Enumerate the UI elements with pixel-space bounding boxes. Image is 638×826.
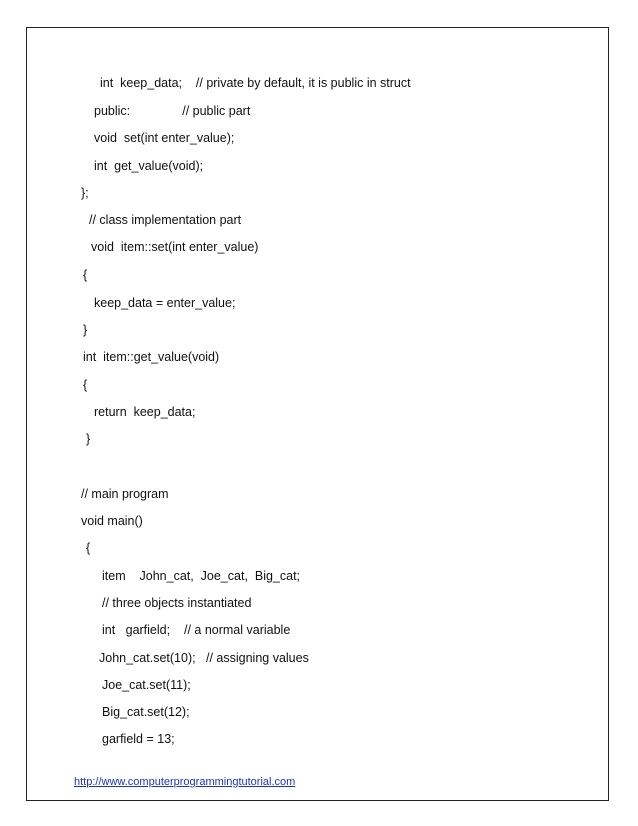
code-line: int garfield; // a normal variable (102, 623, 291, 637)
code-line: void main() (81, 514, 143, 528)
code-line: // class implementation part (89, 213, 242, 227)
code-line: garfield = 13; (102, 732, 175, 746)
code-line: void item::set(int enter_value) (91, 240, 259, 254)
code-line: } (83, 323, 88, 337)
code-line: int get_value(void); (94, 159, 204, 173)
footer-website-link[interactable]: http://www.computerprogrammingtutorial.com (74, 776, 296, 788)
code-line: Big_cat.set(12); (102, 705, 190, 719)
code-line: int item::get_value(void) (83, 350, 220, 364)
code-line: { (83, 378, 88, 392)
code-line: Joe_cat.set(11); (102, 678, 191, 692)
code-line: // three objects instantiated (102, 596, 252, 610)
code-line: return keep_data; (94, 405, 196, 419)
code-line: // main program (81, 487, 169, 501)
code-line: } (86, 432, 91, 446)
code-line: }; (81, 186, 89, 200)
code-line: item John_cat, Joe_cat, Big_cat; (102, 569, 301, 583)
code-line: John_cat.set(10); // assigning values (99, 651, 309, 665)
code-line: { (86, 541, 91, 555)
code-line: void set(int enter_value); (94, 131, 235, 145)
code-line: { (83, 268, 88, 282)
code-line: public: // public part (94, 104, 251, 118)
code-line: int keep_data; // private by default, it is public in struct (100, 76, 411, 90)
code-line: keep_data = enter_value; (94, 296, 236, 310)
